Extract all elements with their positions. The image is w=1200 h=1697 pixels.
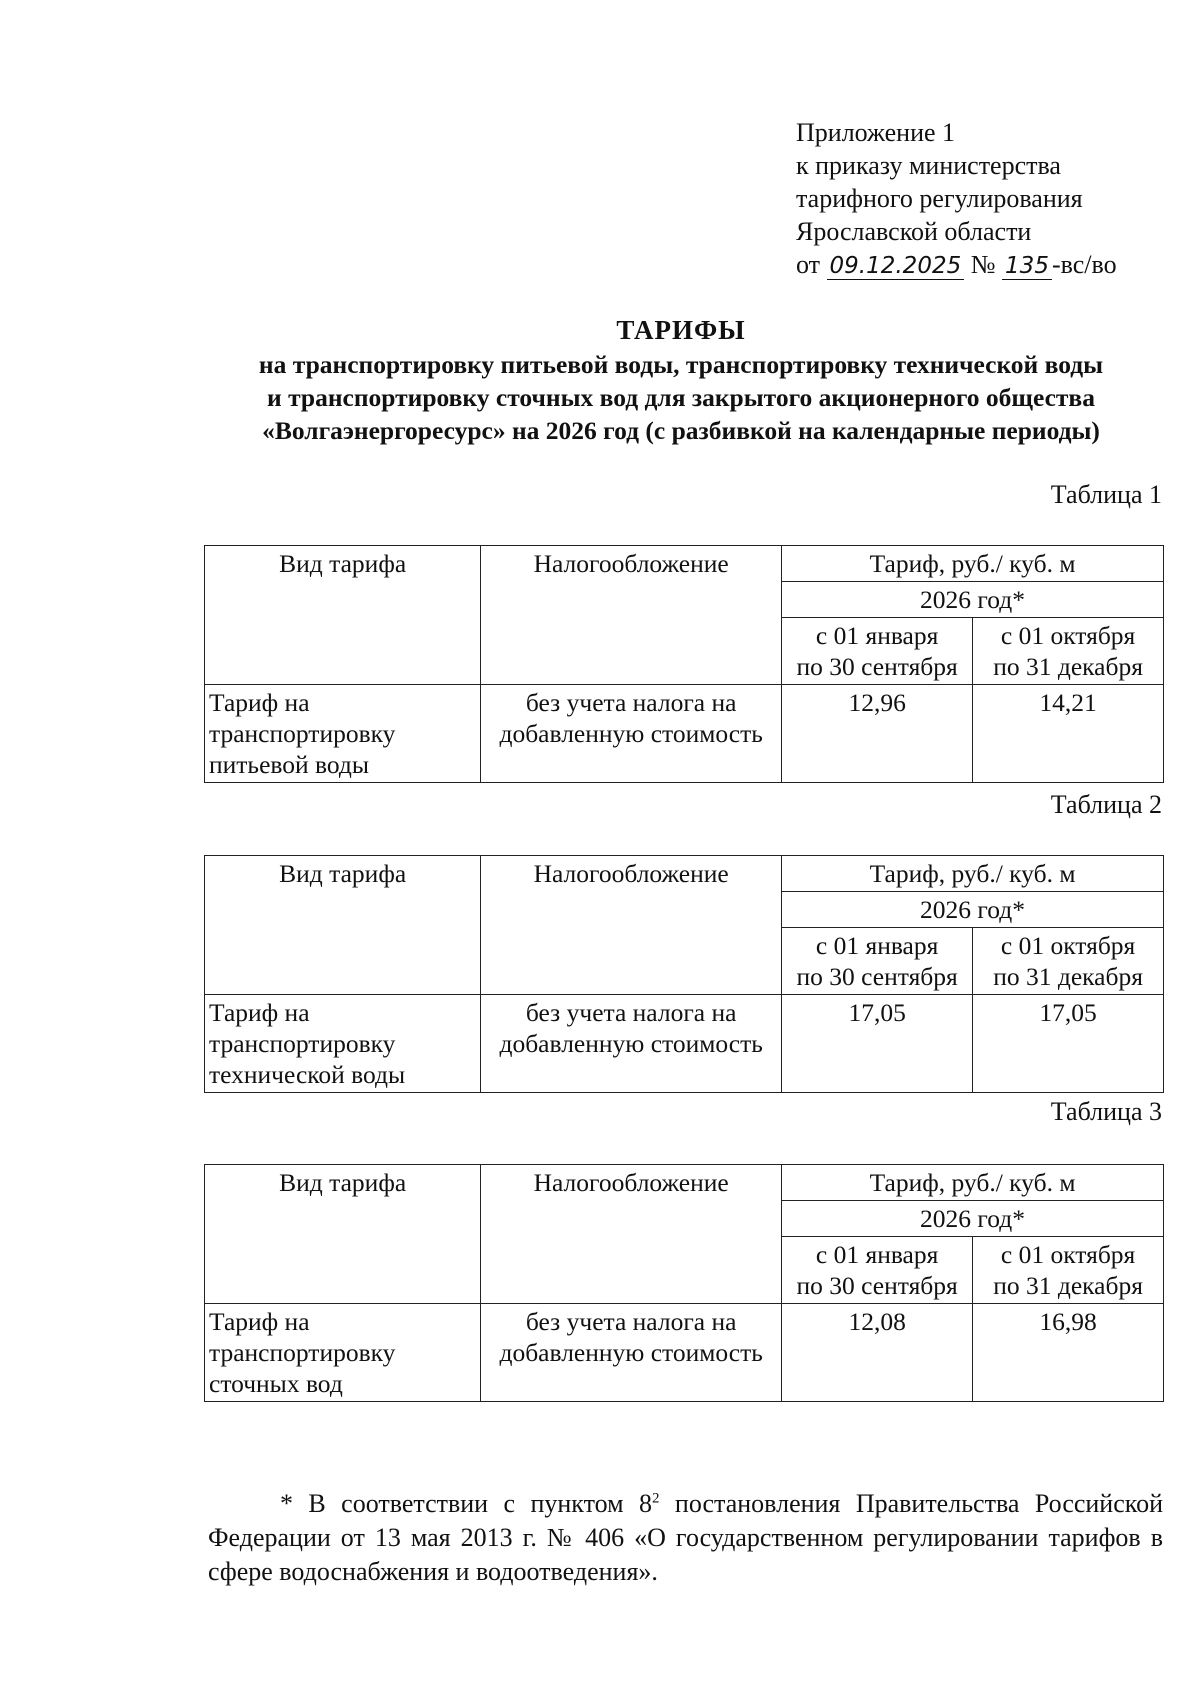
- footnote-text-before: * В соответствии с пунктом 8: [280, 1488, 652, 1518]
- footnote: [208, 1481, 1163, 1589]
- tariff-kind-cell: [205, 685, 481, 783]
- footnote-text-after: постановления Правительства Российской Федерации от 13 мая 2013 г. № 406 «О государственном регулировании тарифов в сфере водоснабжения и водоотведения».: [208, 1488, 1163, 1586]
- tariff-kind-line-1: Тариф на: [209, 998, 310, 1027]
- tariff-kind-line-3: питьевой воды: [209, 750, 370, 779]
- title-line-2: и транспортировку сточных вод для закрытого акционерного общества: [267, 383, 1095, 412]
- header-period-2: [973, 928, 1164, 995]
- header-tariff-unit: Тариф, руб./ куб. м: [782, 546, 1164, 582]
- header-period-2-line-2: по 31 декабря: [993, 1271, 1143, 1300]
- tariff-table-1: [204, 545, 1164, 783]
- tariff-value-period-1: 17,05: [782, 995, 973, 1093]
- header-year: 2026 год*: [782, 582, 1164, 618]
- handwritten-date: 09.12.2025: [827, 253, 965, 280]
- tariff-kind-line-1: Тариф на: [209, 1307, 310, 1336]
- number-suffix: -вс/во: [1051, 250, 1117, 279]
- header-year: 2026 год*: [782, 892, 1164, 928]
- header-period-1: [782, 928, 973, 995]
- header-period-1: [782, 1237, 973, 1304]
- header-period-1-line-2: по 30 сентября: [796, 1271, 958, 1300]
- tariff-kind-line-3: технической воды: [209, 1060, 406, 1089]
- table-2-label: Таблица 2: [1050, 790, 1162, 819]
- tariff-kind-line-3: сточных вод: [209, 1369, 343, 1398]
- table-3-label: Таблица 3: [1050, 1097, 1162, 1126]
- taxation-line-1: без учета налога на: [525, 688, 737, 717]
- taxation-line-1: без учета налога на: [525, 1307, 737, 1336]
- header-period-1-line-1: с 01 января: [815, 1240, 939, 1269]
- taxation-line-2: добавленную стоимость: [499, 1029, 763, 1058]
- table-row: [205, 685, 1164, 783]
- tariff-kind-line-2: транспортировку: [209, 719, 396, 748]
- number-prefix: №: [970, 250, 996, 279]
- table-row: [205, 995, 1164, 1093]
- taxation-cell: [481, 1304, 782, 1402]
- header-period-1-line-1: с 01 января: [815, 931, 939, 960]
- title-main: ТАРИФЫ: [616, 315, 746, 345]
- header-period-2-line-2: по 31 декабря: [993, 652, 1143, 681]
- date-prefix: от: [796, 250, 821, 279]
- tariff-table-2: [204, 855, 1164, 1093]
- header-period-1: [782, 618, 973, 685]
- taxation-cell: [481, 685, 782, 783]
- table-row: [205, 1304, 1164, 1402]
- header-period-2-line-1: с 01 октября: [1000, 1240, 1136, 1269]
- header-year: 2026 год*: [782, 1201, 1164, 1237]
- header-tariff-unit: Тариф, руб./ куб. м: [782, 856, 1164, 892]
- appendix-line-3: тарифного регулирования: [796, 184, 1083, 213]
- header-taxation: Налогообложение: [481, 546, 782, 685]
- header-kind: Вид тарифа: [205, 856, 481, 995]
- tariff-kind-line-2: транспортировку: [209, 1029, 396, 1058]
- header-kind: Вид тарифа: [205, 1165, 481, 1304]
- tariff-kind-line-2: транспортировку: [209, 1338, 396, 1367]
- appendix-date-line: [796, 248, 1117, 281]
- tariff-kind-cell: [205, 995, 481, 1093]
- header-taxation: Налогообложение: [481, 856, 782, 995]
- document-title: [200, 312, 1162, 447]
- appendix-line-1: Приложение 1: [796, 118, 956, 147]
- header-period-2: [973, 618, 1164, 685]
- footnote-text: [208, 1489, 1163, 1586]
- header-period-1-line-1: с 01 января: [815, 621, 939, 650]
- tariff-value-period-2: 14,21: [973, 685, 1164, 783]
- tariff-value-period-2: 16,98: [973, 1304, 1164, 1402]
- tariff-kind-cell: [205, 1304, 481, 1402]
- taxation-line-2: добавленную стоимость: [499, 719, 763, 748]
- title-line-1: на транспортировку питьевой воды, транспортировку технической воды: [258, 350, 1104, 379]
- taxation-line-2: добавленную стоимость: [499, 1338, 763, 1367]
- appendix-line-2: к приказу министерства: [796, 151, 1061, 180]
- header-kind: Вид тарифа: [205, 546, 481, 685]
- table-1-label: Таблица 1: [1050, 480, 1162, 509]
- header-period-1-line-2: по 30 сентября: [796, 652, 958, 681]
- tariff-value-period-2: 17,05: [973, 995, 1164, 1093]
- header-period-2-line-1: с 01 октября: [1000, 931, 1136, 960]
- tariff-table-3: [204, 1164, 1164, 1402]
- header-period-2-line-2: по 31 декабря: [993, 962, 1143, 991]
- header-tariff-unit: Тариф, руб./ куб. м: [782, 1165, 1164, 1201]
- taxation-cell: [481, 995, 782, 1093]
- header-taxation: Налогообложение: [481, 1165, 782, 1304]
- appendix-header: [796, 116, 1117, 281]
- header-period-2-line-1: с 01 октября: [1000, 621, 1136, 650]
- appendix-line-4: Ярославской области: [796, 217, 1032, 246]
- taxation-line-1: без учета налога на: [525, 998, 737, 1027]
- title-line-3: «Волгаэнергоресурс» на 2026 год (с разбивкой на календарные периоды): [262, 416, 1100, 445]
- tariff-kind-line-1: Тариф на: [209, 688, 310, 717]
- tariff-value-period-1: 12,08: [782, 1304, 973, 1402]
- header-period-2: [973, 1237, 1164, 1304]
- handwritten-number: 135: [1002, 253, 1052, 280]
- footnote-superscript: 2: [652, 1490, 660, 1506]
- tariff-value-period-1: 12,96: [782, 685, 973, 783]
- header-period-1-line-2: по 30 сентября: [796, 962, 958, 991]
